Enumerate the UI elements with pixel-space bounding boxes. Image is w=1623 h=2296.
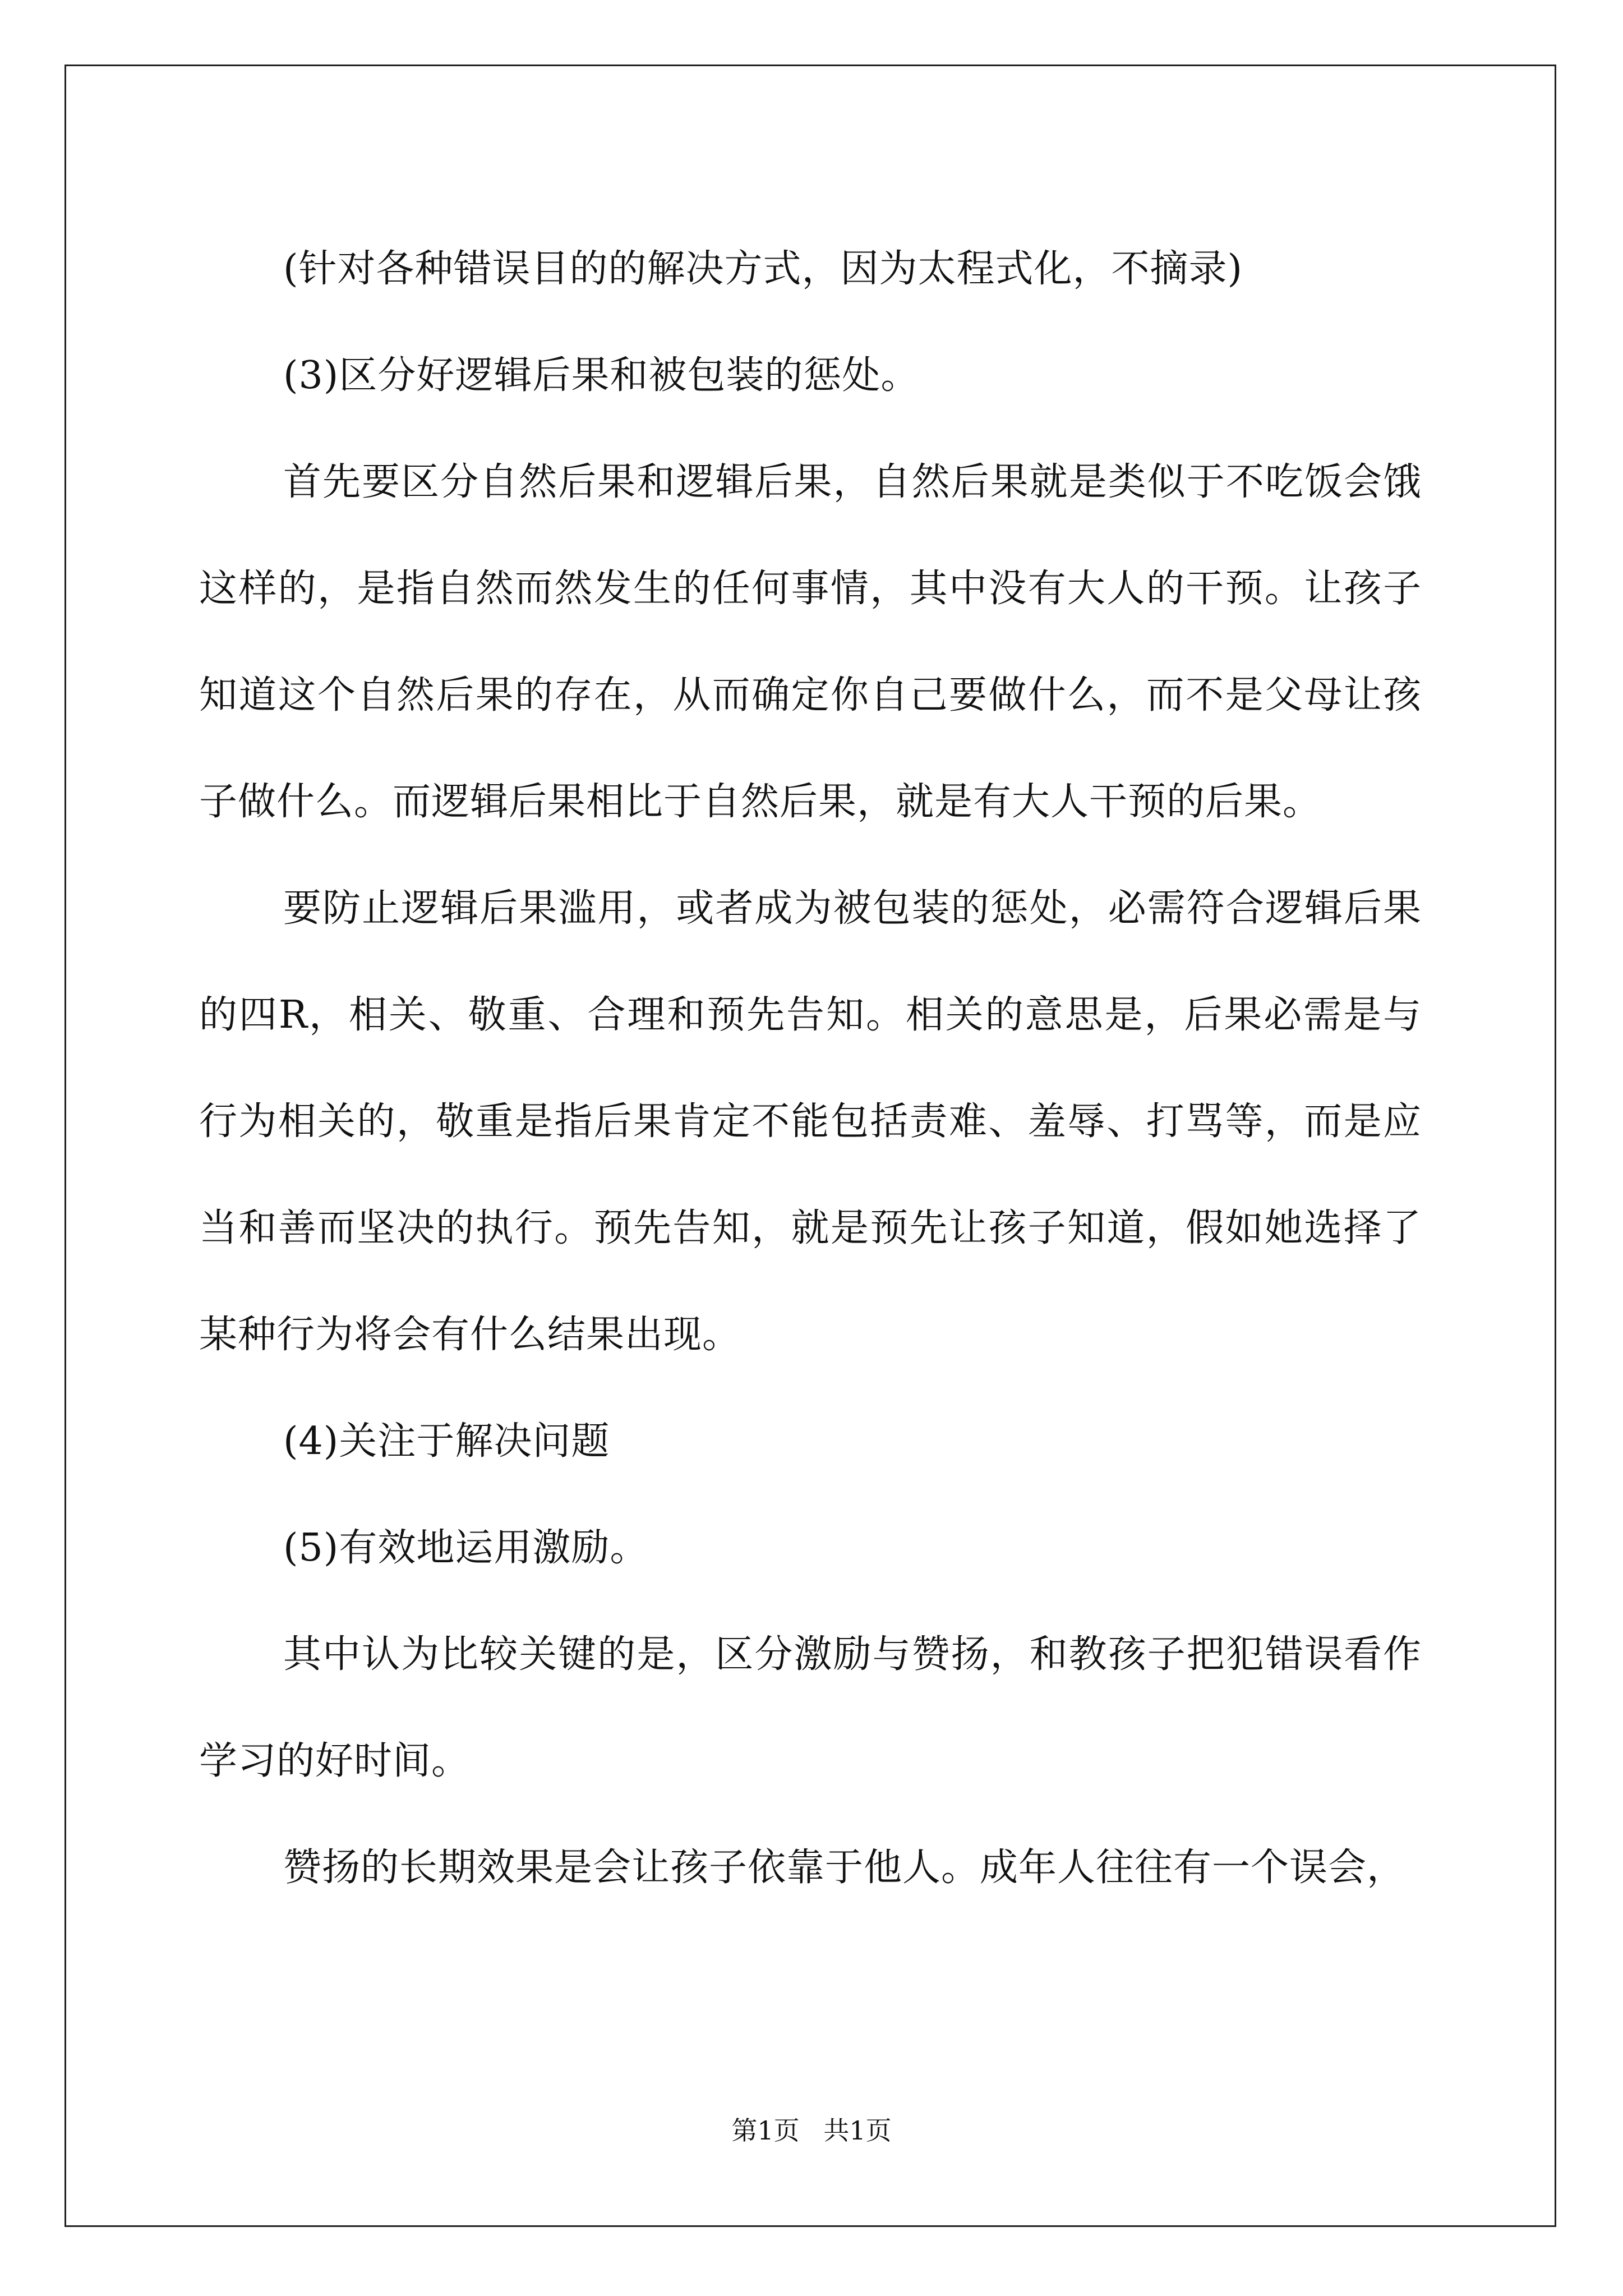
paragraph-natural-consequence: 首先要区分自然后果和逻辑后果，自然后果就是类似于不吃饭会饿这样的，是指自然而然发生的任何事情，其中没有大人的干预。让孩子知道这个自然后果的存在，从而确定你自己要做什么，而不是父母让孩子做什么。而逻辑后果相比于自然后果，就是有大人干预的后果。 [199,460,1422,824]
paragraph-heading-4: (4)关注于解决问题 [283,1419,610,1464]
paragraph-key-point: 其中认为比较关键的是，区分激励与赞扬，和教孩子把犯错误看作学习的好时间。 [199,1632,1422,1783]
paragraph-intro-note: (针对各种错误目的的解决方式，因为太程式化，不摘录) [283,247,1243,291]
document-body [199,216,1422,1921]
paragraph-praise-effect: 赞扬的长期效果是会让孩子依靠于他人。成年人往往有一个误会， [283,1846,1406,1890]
paragraph-four-r: 要防止逻辑后果滥用，或者成为被包装的惩处，必需符合逻辑后果的四R，相关、敬重、合理和预先告知。相关的意思是，后果必需是与行为相关的，敬重是指后果肯定不能包括责难、羞辱、打骂等，而是应当和善而坚决的执行。预先告知，就是预先让孩子知道，假如她选择了某种行为将会有什么结果出现。 [199,886,1422,1357]
paragraph-heading-3: (3)区分好逻辑后果和被包装的惩处。 [283,353,920,398]
page-number-total: 共1页 [823,2115,892,2146]
page-footer [0,2114,1623,2147]
page-number-current: 第1页 [731,2115,800,2146]
paragraph-heading-5: (5)有效地运用激励。 [283,1526,649,1570]
